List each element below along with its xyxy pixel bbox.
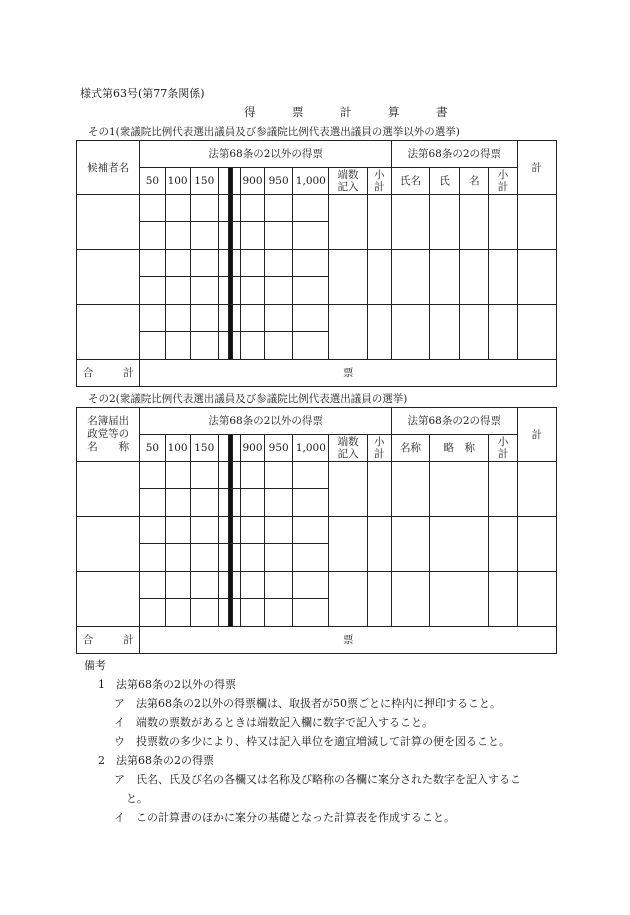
party-cell[interactable] — [77, 462, 140, 517]
title-char: 得 — [244, 105, 256, 119]
sum-label: 合 計 — [77, 360, 140, 387]
title-char: 計 — [340, 105, 352, 119]
note-item: ウ 投票数の多少により、枠又は記入単位を適宜増減して計算の便を図ること。 — [114, 735, 510, 748]
group-b-header: 法第68条の2の得票 — [391, 141, 517, 168]
sum-votes-cell[interactable]: 票 — [140, 627, 557, 654]
form-id: 様式第63号(第77条関係) — [80, 87, 205, 100]
notes-heading: 備考 — [84, 659, 106, 672]
note-item: ア 氏名、氏及び名の各欄又は名称及び略称の各欄に案分された数字を記入するこ — [114, 773, 521, 786]
section1-heading: その1(衆議院比例代表選出議員及び参議院比例代表選出議員の選挙以外の選挙) — [88, 126, 460, 138]
candidate-cell[interactable] — [77, 250, 140, 305]
unit-50: 50 — [140, 435, 165, 462]
subtotal-b-header: 小 計 — [489, 435, 517, 462]
note-item: 2 法第68条の2の得票 — [98, 754, 214, 767]
candidate-cell[interactable] — [77, 195, 140, 250]
title-char: 算 — [388, 105, 400, 119]
tally-table-2 — [76, 407, 557, 654]
subtotal-header: 小 計 — [367, 168, 391, 195]
sum-label: 合 計 — [77, 627, 140, 654]
group-b-header: 法第68条の2の得票 — [391, 408, 517, 435]
party-abbrev-header: 略 称 — [430, 435, 489, 462]
fraction-cell[interactable] — [329, 305, 367, 360]
note-item: 1 法第68条の2以外の得票 — [98, 678, 236, 691]
fraction-cell[interactable] — [329, 462, 367, 517]
subtotal-b-header: 小 計 — [489, 168, 517, 195]
party-cell[interactable] — [77, 572, 140, 627]
note-item: と。 — [126, 792, 148, 805]
title-char: 書 — [436, 105, 448, 119]
total-header: 計 — [517, 141, 556, 195]
group-a-header: 法第68条の2以外の得票 — [140, 141, 391, 168]
unit-100: 100 — [165, 435, 190, 462]
party-cell[interactable] — [77, 517, 140, 572]
unit-150: 150 — [190, 435, 218, 462]
fraction-cell[interactable] — [329, 517, 367, 572]
unit-150: 150 — [190, 168, 218, 195]
fullname-header: 氏名 — [391, 168, 429, 195]
candidate-cell[interactable] — [77, 305, 140, 360]
subtotal-header: 小 計 — [367, 435, 391, 462]
fraction-cell[interactable] — [329, 250, 367, 305]
unit-950: 950 — [265, 435, 293, 462]
group-a-header: 法第68条の2以外の得票 — [140, 408, 392, 435]
fraction-header: 端数 記入 — [329, 168, 367, 195]
fraction-cell[interactable] — [329, 195, 367, 250]
total-header: 計 — [517, 408, 556, 462]
notes-block — [80, 656, 521, 827]
sum-votes-cell[interactable]: 票 — [140, 360, 557, 387]
note-item: イ この計算書のほかに案分の基礎となった計算表を作成すること。 — [114, 811, 455, 824]
tally-table-1 — [76, 140, 557, 387]
note-item: イ 端数の票数があるときは端数記入欄に数字で記入すること。 — [114, 716, 433, 729]
note-item: ア 法第68条の2以外の得票欄は、取扱者が50票ごとに枠内に押印すること。 — [114, 697, 501, 710]
unit-950: 950 — [265, 168, 293, 195]
party-fullname-header: 名称 — [391, 435, 429, 462]
fraction-cell[interactable] — [329, 572, 367, 627]
total-cell[interactable] — [517, 195, 556, 250]
surname-header: 氏 — [430, 168, 460, 195]
unit-900: 900 — [240, 435, 264, 462]
unit-100: 100 — [165, 168, 190, 195]
givenname-header: 名 — [460, 168, 489, 195]
fraction-header: 端数 記入 — [329, 435, 367, 462]
title-char: 票 — [292, 105, 304, 119]
total-cell[interactable] — [517, 250, 556, 305]
unit-900: 900 — [240, 168, 264, 195]
unit-50: 50 — [140, 168, 165, 195]
candidate-name-header: 候補者名 — [77, 141, 140, 195]
document-title — [244, 104, 448, 120]
section2-heading: その2(衆議院比例代表選出議員及び参議院比例代表選出議員の選挙) — [88, 393, 408, 405]
party-name-header: 名簿届出 政党等の 名 称 — [77, 408, 140, 462]
total-cell[interactable] — [517, 305, 556, 360]
total-cell[interactable] — [517, 572, 556, 627]
unit-1000: 1,000 — [293, 435, 329, 462]
unit-1000: 1,000 — [293, 168, 329, 195]
total-cell[interactable] — [517, 462, 556, 517]
total-cell[interactable] — [517, 517, 556, 572]
